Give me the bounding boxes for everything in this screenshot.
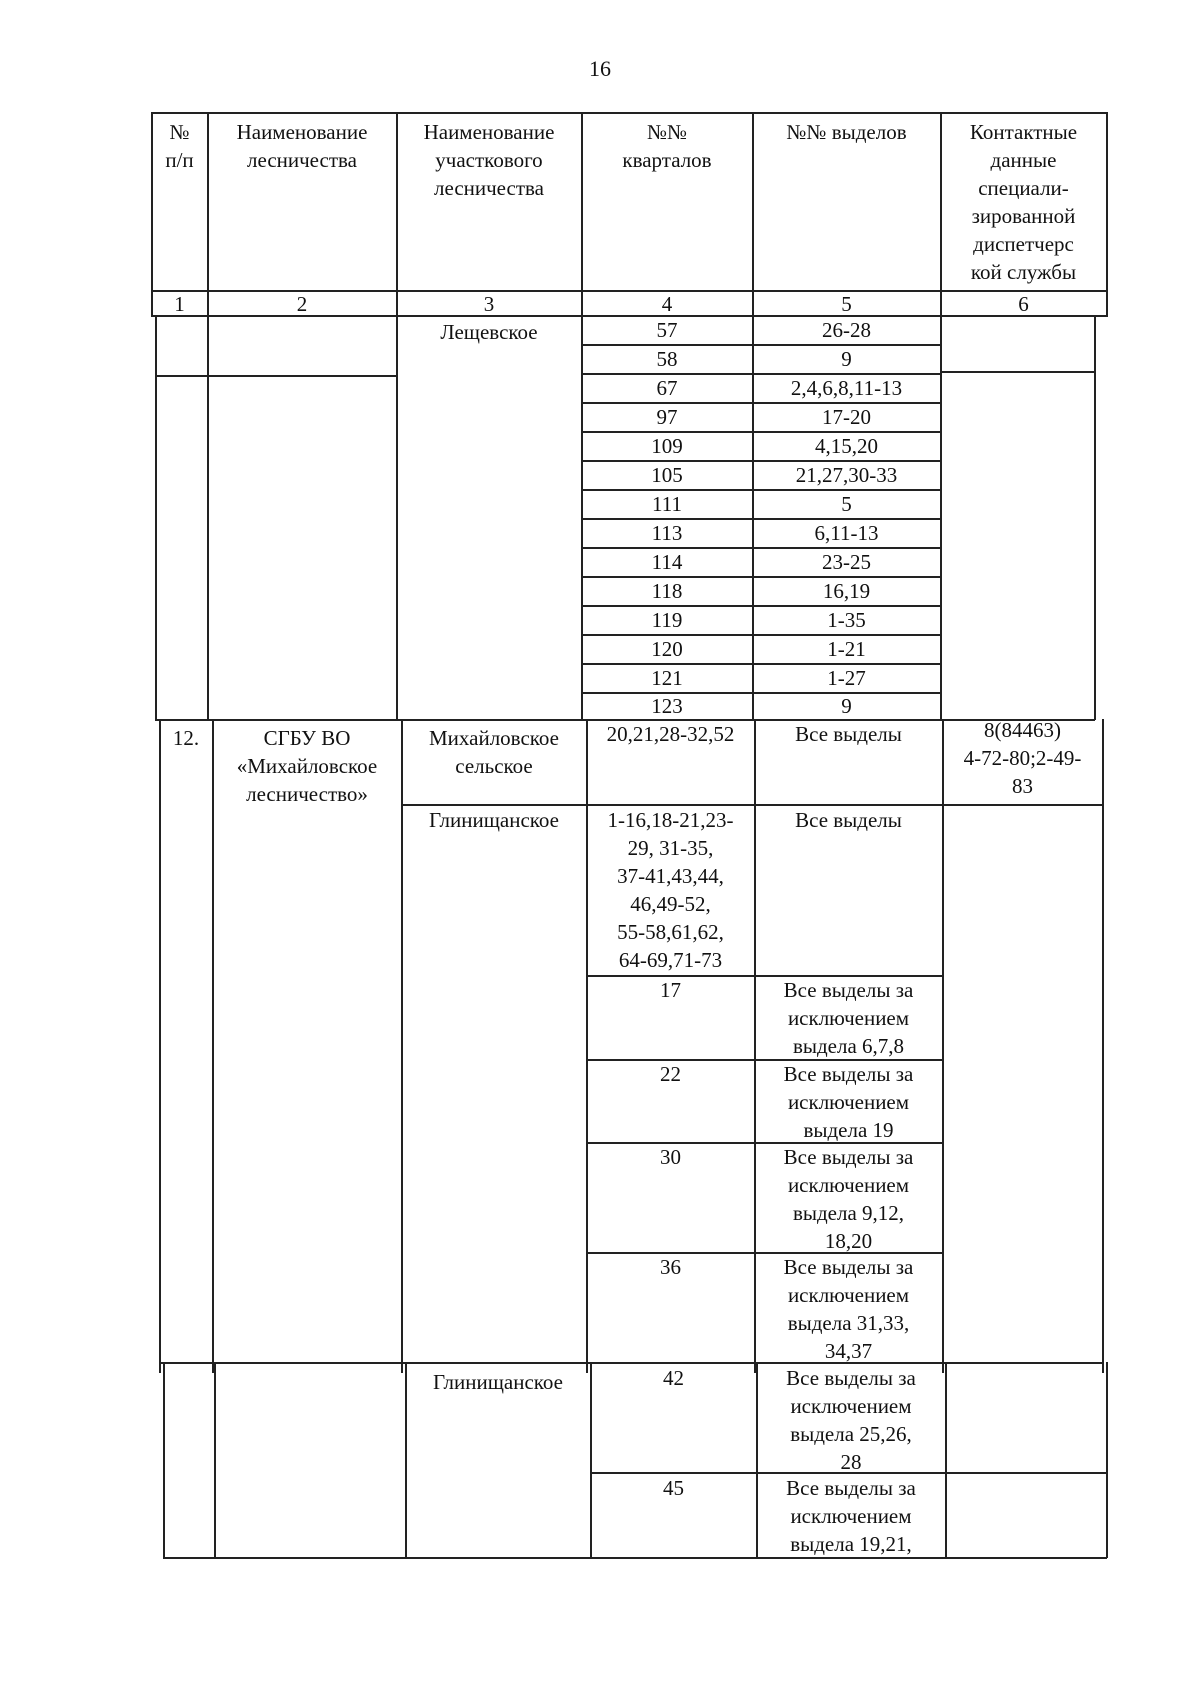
header-col1: № п/п: [165, 120, 194, 172]
quarter-cell: 42: [663, 1366, 684, 1390]
plot-cell: 5: [841, 492, 852, 516]
plot-cell: Все выделы за исключением выдела 9,12, 18,20: [783, 1145, 914, 1253]
quarter-cell: 114: [651, 550, 683, 574]
quarter-cell: 57: [656, 318, 678, 342]
quarter-cell: 1-16,18-21,23- 29, 31-35, 37-41,43,44, 46,49-52, 55-58,61,62, 64-69,71-73: [607, 808, 734, 972]
quarter-cell: 119: [651, 608, 683, 632]
table-border: [1106, 1362, 1108, 1558]
table-border: [1102, 719, 1104, 1373]
quarter-cell: 45: [663, 1476, 684, 1500]
table-border: [163, 1557, 1107, 1559]
table-border: [151, 112, 1108, 114]
quarter-cell: 17: [660, 978, 681, 1002]
table-border: [942, 719, 944, 1373]
col-number: 2: [296, 292, 308, 316]
row-number: 12.: [172, 726, 200, 750]
plot-cell: Все выделы за исключением выдела 31,33, 34,37: [783, 1255, 914, 1363]
plot-cell: 9: [841, 347, 852, 371]
plot-cell: Все выделы за исключением выдела 25,26, 28: [786, 1366, 916, 1474]
plot-cell: 17-20: [822, 405, 871, 429]
plot-cell: 23-25: [822, 550, 871, 574]
table-border: [1094, 315, 1096, 720]
quarter-cell: 67: [656, 376, 678, 400]
quarter-cell: 36: [660, 1255, 681, 1279]
table-border: [1106, 112, 1108, 317]
quarter-cell: 118: [651, 579, 683, 603]
plot-cell: 6,11-13: [814, 521, 879, 545]
quarter-cell: 20,21,28-32,52: [606, 722, 735, 746]
col-number: 1: [174, 292, 185, 316]
table-border: [214, 1362, 216, 1558]
district-name: Глинищанское: [432, 1370, 564, 1394]
district-name: Лещевское: [440, 320, 538, 344]
header-col6: Контактные данные специали- зированной диспетчерс кой службы: [969, 120, 1078, 284]
quarter-cell: 120: [651, 637, 683, 661]
plot-cell: Все выделы за исключением выдела 19,21,: [786, 1476, 916, 1556]
district-name: Михайловское сельское: [429, 726, 559, 778]
table-border: [945, 1362, 947, 1558]
quarter-cell: 58: [656, 347, 678, 371]
header-col4: №№ кварталов: [622, 120, 712, 172]
header-col2: Наименование лесничества: [236, 120, 368, 172]
plot-cell: 2,4,6,8,11-13: [790, 376, 903, 400]
table-border: [159, 719, 161, 1373]
quarter-cell: 97: [656, 405, 678, 429]
plot-cell: Все выделы: [795, 722, 902, 746]
plot-cell: Все выделы: [795, 808, 902, 832]
quarter-cell: 22: [660, 1062, 681, 1086]
col-number: 6: [1018, 292, 1029, 316]
contact-cell: 8(84463) 4-72-80;2-49- 83: [963, 718, 1082, 798]
quarter-cell: 105: [651, 463, 683, 487]
quarter-cell: 113: [651, 521, 683, 545]
header-col3: Наименование участкового лесничества: [423, 120, 555, 200]
quarter-cell: 123: [651, 694, 683, 718]
col-number: 3: [483, 292, 495, 316]
plot-cell: Все выделы за исключением выдела 19: [783, 1062, 914, 1142]
district-name: Глинищанское: [428, 808, 560, 832]
plot-cell: 1-35: [827, 608, 866, 632]
plot-cell: 1-27: [827, 666, 866, 690]
col-number: 5: [841, 292, 852, 316]
plot-cell: 9: [841, 694, 852, 718]
quarter-cell: 109: [651, 434, 683, 458]
plot-cell: Все выделы за исключением выдела 6,7,8: [783, 978, 914, 1058]
plot-cell: 21,27,30-33: [795, 463, 898, 487]
plot-cell: 26-28: [822, 318, 871, 342]
quarter-cell: 30: [660, 1145, 681, 1169]
col-number: 4: [661, 292, 673, 316]
quarter-cell: 111: [652, 492, 682, 516]
forestry-name: СГБУ ВО «Михайловское лесничество»: [236, 726, 378, 806]
plot-cell: 4,15,20: [815, 434, 878, 458]
table-border: [940, 371, 1095, 373]
plot-cell: 1-21: [827, 637, 866, 661]
quarter-cell: 121: [651, 666, 683, 690]
table-border: [155, 375, 397, 377]
plot-cell: 16,19: [822, 579, 871, 603]
header-col5: №№ выделов: [786, 120, 907, 144]
page-number: 16: [589, 56, 611, 81]
table-border: [163, 1362, 165, 1558]
table-border: [212, 719, 214, 1373]
